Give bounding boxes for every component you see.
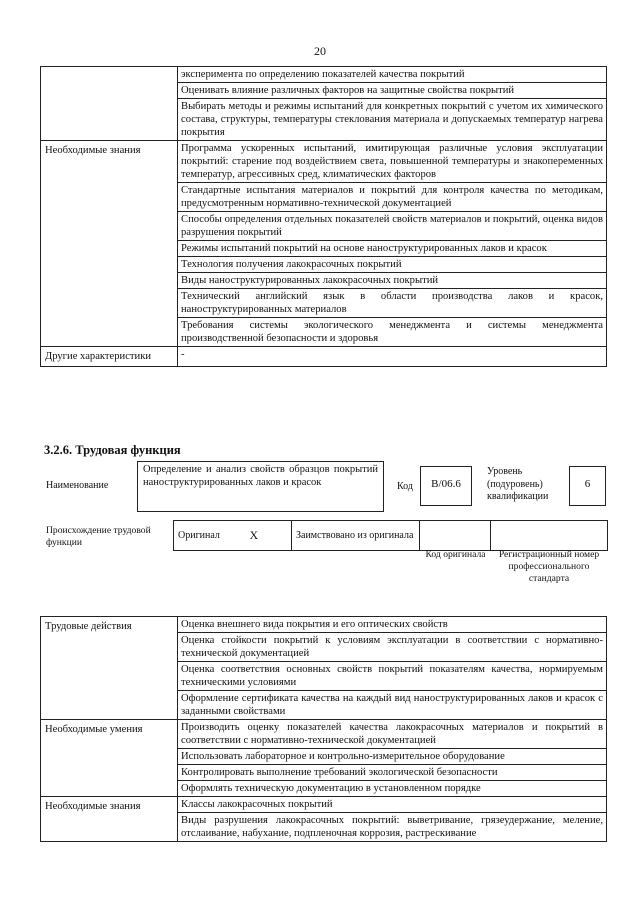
table-row	[41, 67, 607, 83]
row-item-text: Оценка стойкости покрытий к условиям эксплуатации в соответствии с нормативно-технической документацией	[178, 633, 607, 662]
level-label-line2: (подуровень)	[487, 478, 543, 490]
table-row	[41, 797, 607, 813]
row-item-text: Способы определения отдельных показателей свойств материалов и покрытий, оценка видов разрушения покрытий	[178, 212, 607, 241]
row-item-text: Оформление сертификата качества на каждый вид наноструктурированных лаков и красок с заданными свойствами	[178, 691, 607, 720]
row-item-text: Классы лакокрасочных покрытий	[178, 797, 607, 813]
top-requirements-table	[40, 66, 607, 367]
function-name-value: Определение и анализ свойств образцов покрытий наноструктурированных лаков и красок	[137, 461, 384, 512]
row-item-text: эксперимента по определению показателей качества покрытий	[178, 67, 607, 83]
origin-label: Происхождение трудовой функции	[46, 525, 151, 548]
table-row	[41, 720, 607, 749]
row-category-label: Трудовые действия	[41, 617, 178, 720]
origin-code-cell	[420, 521, 491, 551]
row-item-text: Контролировать выполнение требований экологической безопасности	[178, 765, 607, 781]
row-item-text: Производить оценку показателей качества лакокрасочных материалов и покрытий в соответствии с нормативно-технической документацией	[178, 720, 607, 749]
origin-code-caption: Код оригинала	[425, 549, 486, 560]
section-heading: 3.2.6. Трудовая функция	[44, 443, 181, 457]
row-item-text: Оформлять техническую документацию в установленном порядке	[178, 781, 607, 797]
row-category-label: Другие характеристики	[41, 347, 178, 367]
origin-original-label: Оригинал	[174, 521, 238, 551]
qualification-level-value: 6	[569, 466, 606, 506]
table-row	[41, 617, 607, 633]
row-item-text: Требования системы экологического менеджмента и системы менеджмента производственной безопасности и здоровья	[178, 318, 607, 347]
origin-reg-cell	[491, 521, 608, 551]
row-category-label	[41, 67, 178, 141]
row-item-text: Программа ускоренных испытаний, имитирующая различные условия эксплуатации покрытий: старение под воздействием света, повышенной температуры и знакопеременных температур, агрессивных сред, климатических факторов	[178, 141, 607, 183]
origin-reg-caption: Регистрационный номер профессионального стандарта	[498, 549, 600, 584]
row-item-text: Виды наноструктурированных лакокрасочных покрытий	[178, 273, 607, 289]
row-item-text: Технология получения лакокрасочных покрытий	[178, 257, 607, 273]
bottom-requirements-table	[40, 616, 607, 842]
origin-table	[173, 520, 608, 551]
code-label: Код	[397, 481, 413, 492]
table-row	[41, 141, 607, 183]
row-item-text: Выбирать методы и режимы испытаний для конкретных покрытий с учетом их химического состава, структуры, температуры стеклования материала и допускаемых температур нагрева покрытия	[178, 99, 607, 141]
name-label: Наименование	[46, 480, 109, 491]
function-code-value: B/06.6	[420, 466, 472, 506]
table-row	[41, 347, 607, 367]
row-item-text: -	[178, 347, 607, 367]
row-item-text: Режимы испытаний покрытий на основе наноструктурированных лаков и красок	[178, 241, 607, 257]
origin-original-mark: X	[238, 521, 292, 551]
row-item-text: Технический английский язык в области производства лаков и красок, наноструктурированных материалов	[178, 289, 607, 318]
row-category-label: Необходимые умения	[41, 720, 178, 797]
level-label-line1: Уровень	[487, 466, 523, 477]
qualification-level-label	[487, 466, 548, 504]
page-number: 20	[314, 44, 326, 58]
row-item-text: Стандартные испытания материалов и покрытий для контроля качества по методикам, предусмотренным нормативно-технической документацией	[178, 183, 607, 212]
row-item-text: Оценка внешнего вида покрытия и его оптических свойств	[178, 617, 607, 633]
origin-borrowed-label: Заимствовано из оригинала	[292, 521, 420, 551]
row-category-label: Необходимые знания	[41, 797, 178, 842]
row-item-text: Оценивать влияние различных факторов на защитные свойства покрытий	[178, 83, 607, 99]
row-item-text: Оценка соответствия основных свойств покрытий показателям качества, нормируемым техническими условиями	[178, 662, 607, 691]
level-label-line3: квалификации	[487, 491, 549, 502]
row-item-text: Виды разрушения лакокрасочных покрытий: выветривание, грязеудержание, меление, отслаивание, набухание, подпленочная коррозия, растрескивание	[178, 813, 607, 842]
row-category-label: Необходимые знания	[41, 141, 178, 347]
row-item-text: Использовать лабораторное и контрольно-измерительное оборудование	[178, 749, 607, 765]
